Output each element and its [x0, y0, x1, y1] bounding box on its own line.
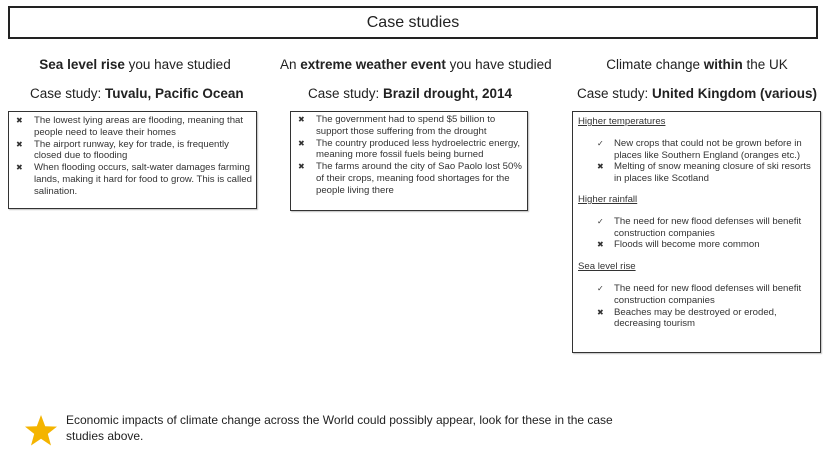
- list-item: ✖ The government had to spend $5 billion to support those suffering from the drought: [298, 114, 496, 137]
- cross-icon: ✖: [16, 139, 23, 149]
- check-icon: ✓: [597, 283, 604, 293]
- uk-impacts-box: [572, 111, 821, 353]
- cross-icon: ✖: [16, 116, 23, 125]
- column-heading: Sea level rise you have studied: [39, 57, 231, 72]
- list-item: ✓ The need for new flood defenses will benefit construction companies: [597, 282, 802, 306]
- column-extreme-weather: [280, 56, 552, 103]
- case-study-label: Case study: United Kingdom (various): [576, 86, 818, 101]
- list-item: ✖ The country produced less hydroelectric energy, meaning more fossil fuels being burned: [298, 137, 521, 161]
- section-title-higher-rainfall: Higher rainfall: [578, 193, 638, 205]
- list-item: ✖ When flooding occurs, salt-water damages farming lands, making it hard for food to grow. This is called salination.: [16, 162, 252, 197]
- list-item: ✖ Melting of snow meaning closure of ski resorts in places like Scotland: [597, 161, 811, 185]
- case-study-label: Case study: Tuvalu, Pacific Ocean: [30, 86, 244, 101]
- cross-icon: ✖: [298, 138, 305, 148]
- check-icon: ✓: [597, 138, 604, 148]
- column-sea-level-rise: [30, 56, 244, 103]
- brazil-impacts-box: [290, 111, 528, 211]
- cross-icon: ✖: [597, 162, 604, 172]
- cross-icon: ✖: [298, 162, 305, 172]
- list-item: ✓ The need for new flood defenses will benefit construction companies: [597, 215, 802, 239]
- list-item: ✓ New crops that could not be grown before in places like Southern England (oranges etc.): [597, 137, 802, 161]
- cross-icon: ✖: [16, 163, 23, 173]
- cross-icon: ✖: [597, 240, 604, 250]
- star-icon: [24, 414, 58, 448]
- list-item: ✖ The farms around the city of Sao Paolo lost 50% of their crops, meaning food shortages for the people living there: [298, 161, 522, 196]
- section-title-higher-temperatures: Higher temperatures: [578, 116, 666, 127]
- section-title-sea-level-rise: Sea level rise: [578, 261, 636, 273]
- footer-text: Economic impacts of climate change across the World could possibly appear, look for these in the case studies above.: [66, 413, 613, 443]
- list-item: ✖ Floods will become more common: [597, 239, 760, 251]
- column-heading: Climate change within the UK: [606, 57, 788, 72]
- cross-icon: ✖: [597, 307, 604, 317]
- page-title: Case studies: [8, 6, 818, 39]
- tuvalu-impacts-box: [8, 111, 257, 209]
- check-icon: ✓: [597, 216, 604, 226]
- list-item: ✖ The airport runway, key for trade, is frequently closed due to flooding: [16, 138, 229, 162]
- list-item: ✖ Beaches may be destroyed or eroded, decreasing tourism: [597, 306, 777, 330]
- column-uk: [572, 56, 822, 103]
- list-item: ✖ The lowest lying areas are flooding, meaning that people need to leave their homes: [16, 115, 244, 138]
- case-study-label: Case study: Brazil drought, 2014: [307, 86, 513, 101]
- column-heading: An extreme weather event you have studied: [280, 57, 552, 72]
- cross-icon: ✖: [298, 115, 305, 124]
